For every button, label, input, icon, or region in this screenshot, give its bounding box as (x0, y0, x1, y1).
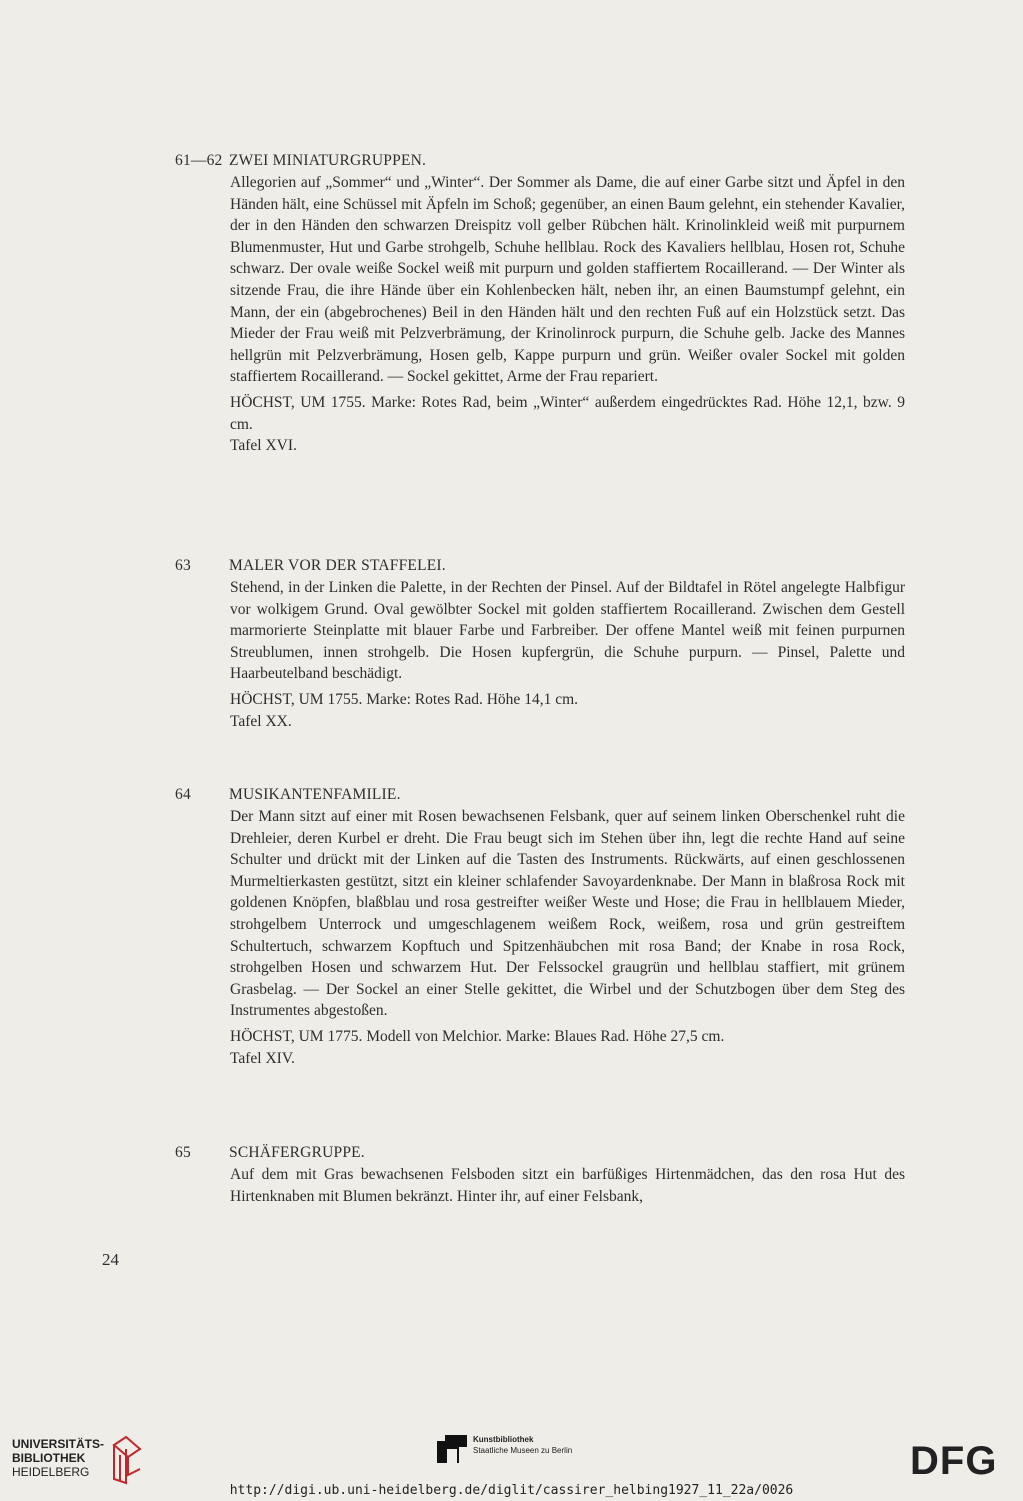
entry-description: Allegorien auf „Sommer“ und „Winter“. Der Sommer als Dame, die auf einer Garbe sitzt und Äpfel in den Händen hält, eine Schüssel mit Äpfeln im Schoß; gegenüber, an einen Baum gelehnt, ein stehender Kavalier, der in den Händen den schwarzen Dreispitz voll gelber Rübchen hält. Krinolinkleid weiß mit purpurnem Blumenmuster, Hut und Garbe strohgelb, Schuhe hellblau. Rock des Kavaliers hellblau, Hosen rot, Schuhe schwarz. Der ovale weiße Sockel weiß mit purpurn und golden staffiertem Rocaillerand. — Der Winter als sitzende Frau, die ihre Hände über ein Kohlenbecken hält, neben ihr, an einen Baumstumpf gelehnt, ein Mann, der ein (abgebrochenes) Beil in den Händen hält und den rechten Fuß auf ein Holzstück setzt. Das Mieder der Frau weiß mit Pelzverbrämung, der Krinolinrock purpurn, die Schuhe gelb. Jacke des Mannes hellgrün mit Pelzverbrämung, Hosen gelb, Kappe purpurn und grün. Weißer ovaler Sockel mit golden staffiertem Rocaillerand. — Sockel gekittet, Arme der Frau repariert. (230, 174, 905, 386)
library-name-line: BIBLIOTHEK (12, 1451, 86, 1465)
entry-body (230, 172, 905, 457)
entry-heading (175, 555, 905, 577)
entry-plate: Tafel XVI. (230, 437, 297, 455)
page-number: 24 (102, 1250, 119, 1269)
kb-line: Staatliche Museen zu Berlin (473, 1446, 573, 1455)
catalog-entry-63 (175, 555, 905, 732)
entry-title: SCHÄFERGRUPPE. (229, 1144, 365, 1161)
entry-provenance: HÖCHST, UM 1755. Marke: Rotes Rad. Höhe 14,1 cm. (230, 690, 579, 708)
entry-plate: Tafel XIV. (230, 1049, 295, 1067)
entry-provenance: HÖCHST, UM 1775. Modell von Melchior. Marke: Blaues Rad. Höhe 27,5 cm. (230, 1027, 725, 1045)
entry-number: 65 (175, 1144, 191, 1161)
entry-title: ZWEI MINIATURGRUPPEN. (229, 152, 427, 169)
entry-title: MALER VOR DER STAFFELEI. (229, 557, 446, 574)
source-url-link[interactable]: http://digi.ub.uni-heidelberg.de/diglit/cassirer_helbing1927_11_22a/0026 (229, 1483, 794, 1498)
catalog-entry-65 (175, 1142, 905, 1207)
kunstbibliothek-name (473, 1434, 572, 1456)
catalog-entry-61-62 (175, 150, 905, 457)
library-logo-icon (104, 1435, 142, 1485)
library-name-line: HEIDELBERG (12, 1465, 90, 1479)
entry-title: MUSIKANTENFAMILIE. (229, 786, 401, 803)
library-name (12, 1437, 104, 1479)
entry-number: 61—62 (175, 152, 223, 169)
kunstbibliothek-logo-icon (437, 1435, 467, 1465)
kb-line: Kunstbibliothek (473, 1435, 534, 1444)
entry-body (230, 577, 905, 732)
entry-body (230, 1164, 905, 1207)
entry-provenance: HÖCHST, UM 1755. Marke: Rotes Rad, beim „Winter“ außerdem eingedrücktes Rad. Höhe 12,1, bzw. 9 cm. (230, 393, 905, 433)
dfg-logo: DFG (910, 1439, 998, 1483)
library-name-line: UNIVERSITÄTS- (12, 1437, 105, 1451)
entry-description: Stehend, in der Linken die Palette, in der Rechten der Pinsel. Auf der Bildtafel in Rötel angelegte Halbfigur vor wolkigem Grund. Oval gewölbter Sockel mit golden staffiertem Rocaillerand. Zwischen dem Gestell marmorierte Steinplatte mit blauer Farbe und Farbreiber. Der offene Mantel weiß mit feinen purpurnen Streublumen, innen strohgelb. Die Hosen kupfergrün, die Schuhe purpurn. — Pinsel, Palette und Haarbeutelband beschädigt. (230, 579, 905, 683)
entry-plate: Tafel XX. (230, 712, 292, 730)
entry-heading (175, 784, 905, 806)
entry-body (230, 806, 905, 1069)
entry-number: 63 (175, 557, 191, 574)
entry-heading (175, 1142, 905, 1164)
entry-heading (175, 150, 905, 172)
entry-description: Der Mann sitzt auf einer mit Rosen bewachsenen Felsbank, quer auf seinem linken Oberschenkel ruht die Drehleier, deren Kurbel er dreht. Die Frau beugt sich im Stehen über ihn, legt die rechte Hand auf seine Schulter und drückt mit der Linken auf die Tasten des Instruments. Rückwärts, auf einen geschlossenen Murmeltierkasten gestützt, sitzt ein kleiner schlafender Savoyardenknabe. Der Mann in blaßrosa Rock mit goldenen Knöpfen, blaßblau und rosa gestreifter weißer Weste und Hose; die Frau in hellblauem Mieder, strohgelbem Unterrock und umgeschlagenem weißem Rock, weißem, rosa und grün gestreiftem Schultertuch, schwarzem Kopftuch und Spitzenhäubchen mit rosa Band; der Knabe in rosa Rock, strohgelben Hosen und schwarzem Hut. Der Felssockel graugrün und hellblau staffiert, mit grünem Grasbelag. — Der Sockel an einer Stelle gekittet, die Wirbel und der Schutzbogen über dem Steg des Instrumentes abgestoßen. (230, 808, 905, 1020)
footer-bar (0, 1425, 1023, 1501)
catalog-entry-64 (175, 784, 905, 1069)
entry-description: Auf dem mit Gras bewachsenen Felsboden sitzt ein barfüßiges Hirtenmädchen, das den rosa Hut des Hirtenknaben mit Blumen bekränzt. Hinter ihr, auf einer Felsbank, (230, 1166, 905, 1205)
entry-number: 64 (175, 786, 191, 803)
